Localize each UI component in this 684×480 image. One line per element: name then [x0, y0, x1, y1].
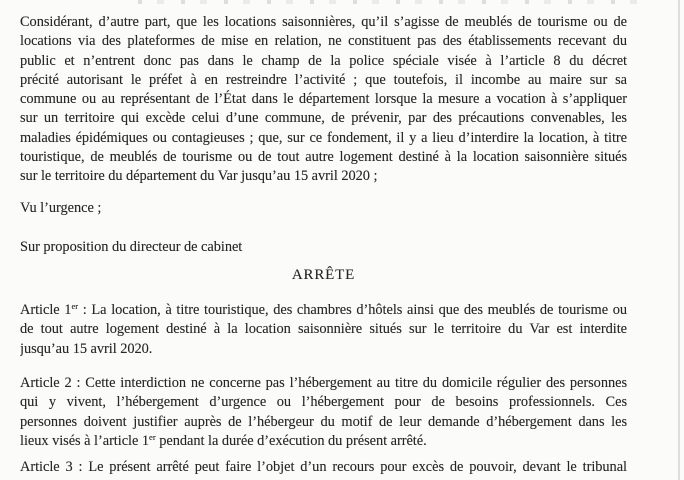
- text-line: Vu l’urgence ;: [20, 200, 102, 216]
- cropped-line-remnant: [138, 0, 643, 4]
- text-line: commune ou au représentant de l’État dans le département lorsque la mesure a vocation à s’appliquer: [20, 91, 627, 108]
- text-line: jusqu’au 15 avril 2020.: [20, 340, 153, 357]
- text-line: qui y vivent, l’hébergement d’urgence ou l’hébergement pour de besoins professionnels. Ces: [20, 394, 627, 411]
- text-line: maladies épidémiques ou contagieuses ; que, sur ce fondement, il y a lieu d’interdire la location, à titre: [20, 129, 627, 146]
- text-line: touristique, de meublés de tourisme ou de tout autre logement destiné à la location saisonnière situés: [20, 149, 627, 166]
- text-line: public et n’entrent donc pas dans le champ de la police spéciale visée à l’article 8 du décret: [20, 52, 627, 69]
- text-line: sur un territoire qui excède celui d’une commune, de prévenir, par des précautions convenables, les: [20, 110, 627, 127]
- superscript-ordinal: er: [71, 301, 79, 311]
- paragraph-considerant: [20, 13, 627, 187]
- text-line: personnes doivent justifier auprès de l’hébergeur du motif de leur demande d’hébergement dans les: [20, 413, 627, 430]
- text-line: Article 1er : La location, à titre touristique, des chambres d’hôtels ainsi que des meublés de tourisme ou: [20, 301, 627, 318]
- text-line: lieux visés à l’article 1er pendant la durée d’exécution du présent arrêté.: [20, 431, 427, 449]
- paragraph-article-3-cutoff: [20, 458, 627, 477]
- paragraph-sur-proposition: [20, 238, 627, 257]
- arrete-heading: ARRÊTE: [291, 267, 356, 283]
- text-line: Article 2 : Cette interdiction ne concerne pas l’hébergement au titre du domicile régulier des personnes: [20, 375, 627, 391]
- text-line: Sur proposition du directeur de cabinet: [20, 239, 243, 255]
- text-line: locations via des plateformes de mise en relation, ne constituent pas des établissements recevant du: [20, 33, 627, 50]
- text-line: précité autorisant le préfet à en restreindre l’activité ; que toutefois, il incombe au maire sur sa: [20, 71, 627, 88]
- text-line: Article 3 : Le présent arrêté peut faire l’objet d’un recours pour excès de pouvoir, devant le tribunal: [20, 459, 627, 475]
- superscript-ordinal: er: [149, 431, 156, 442]
- page-scan-edge-line: [678, 0, 680, 480]
- text-line: de tout autre logement destiné à la location saisonnière situés sur le territoire du Var est interdite: [20, 321, 627, 338]
- text-line: sur le territoire du département du Var jusqu’au 15 avril 2020 ;: [20, 168, 378, 185]
- paragraph-vu-urgence: [20, 199, 627, 218]
- text-line: Considérant, d’autre part, que les locations saisonnières, qu’il s’agisse de meublés de tourisme ou de: [20, 14, 627, 30]
- paragraph-article-2: [20, 374, 627, 451]
- paragraph-article-1: [20, 301, 627, 359]
